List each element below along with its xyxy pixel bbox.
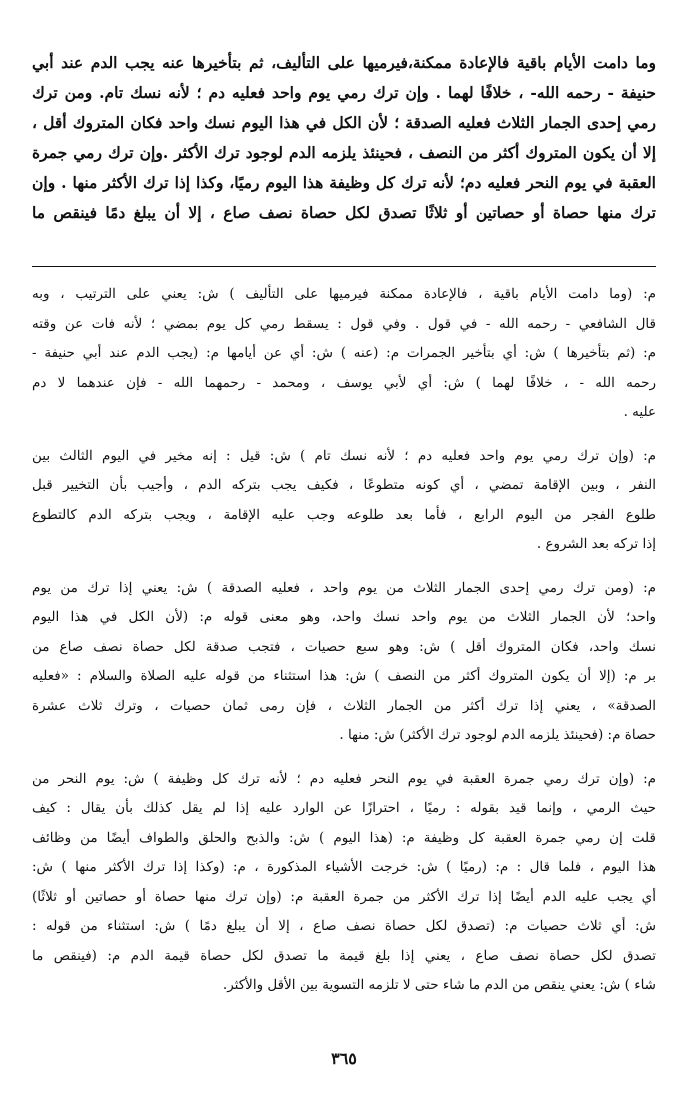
main-text-block (32, 48, 656, 228)
commentary-line: تصدق لكل حصاة نصف صاع ، يعني إذا بلغ قيمة ما تصدق لكل حصاة قيمة الدم م: (فينقص ما (32, 947, 656, 964)
section-divider (32, 266, 656, 267)
commentary-line: م: (وإن ترك رمي جمرة العقبة في يوم النحر فعليه دم ؛ لأنه ترك كل وظيفة ) ش: يوم النحر من (32, 770, 656, 787)
commentary-line: قال الشافعي - رحمه الله - في قول . وفي قول : يسقط رمي كل يوم بمضي ؛ لأنه فات عن وقته (32, 315, 656, 332)
main-text-line: رمي إحدى الجمار الثلاث فعليه الصدقة ؛ لأن الكل في هذا اليوم نسك واحد فكان المتروك أقل ، (32, 113, 656, 132)
commentary-line: ش: أي ثلاث حصيات م: (تصدق لكل حصاة نصف صاع ، إلا أن يبلغ دمًا ) ش: استثناء من قوله : (32, 918, 656, 934)
commentary-line: طلوع الفجر من اليوم الرابع ، فأما بعد طلوعه وجب عليه الإقامة ، ويجب بتركه الدم كالتطوع (32, 506, 656, 523)
main-text-line: العقبة في يوم النحر فعليه دم؛ لأنه ترك كل وظيفة هذا اليوم رميًا، وكذا إذا ترك الأكثر منها . وإن (32, 173, 656, 192)
commentary-line: قلت إن رمي جمرة العقبة كل وظيفة م: (هذا اليوم ) ش: والذبح والحلق والطواف أيضًا من وظائف (32, 829, 656, 846)
commentary-line: رحمه الله - ، خلافًا لهما ) ش: أي لأبي يوسف ، ومحمد - رحمهما الله - فإن عندهما لا دم (32, 374, 656, 391)
main-text-line: وما دامت الأيام باقية فالإعادة ممكنة،فيرميها على التأليف، ثم بتأخيرها عنه يجب الدم عند أبي (32, 53, 656, 72)
commentary-line: واحد؛ لأن الجمار الثلاث من يوم واحد نسك واحد، وهو معنى قوله م: (لأن الكل في هذا اليوم (32, 609, 656, 625)
commentary-line: إذا تركه بعد الشروع . (536, 536, 656, 552)
main-text-line: ترك منها حصاة أو حصاتين أو ثلاثًا تصدق لكل حصاة نصف صاع ، إلا أن يبلغ دمًا فينقص ما (32, 203, 656, 222)
commentary-block (32, 280, 656, 1015)
commentary-line: حيث الرمي ، وإنما قيد بقوله : رميًا ، احترازًا عن الوارد عليه إذا لم يقل كذلك بأن يقال : كيف (32, 800, 656, 816)
page (32, 0, 656, 1094)
main-text-line: حنيفة - رحمه الله- ، خلافًا لهما . وإن ترك رمي يوم واحد فعليه دم ؛ لأنه نسك تام. ومن ترك (32, 83, 656, 102)
commentary-paragraph (32, 442, 656, 560)
commentary-line: م: (وإن ترك رمي يوم واحد فعليه دم ؛ لأنه نسك تام ) ش: قيل : إنه مخير في اليوم الثالث بين (32, 447, 656, 464)
commentary-line: حصاة م: (فحينئذ يلزمه الدم لوجود ترك الأكثر) ش: منها . (339, 727, 656, 743)
commentary-line: بر م: (إلا أن يكون المتروك أكثر من النصف ) ش: هذا استثناء من قوله عليه الصلاة والسلام : «فعليه (32, 668, 656, 684)
commentary-line: أي يجب عليه الدم أيضًا إذا ترك الأكثر من جمرة العقبة م: (وإن ترك منها حصاة أو حصاتين أو ثلاثًا) (32, 888, 656, 905)
commentary-line: الصدقة» ، يعني إذا ترك أكثر من الجمار الثلاث ، فإن رمى ثمان حصيات ، وترك ثلاث عشرة (32, 697, 656, 714)
commentary-line: النفر ، وبين الإقامة تمضي ، أي كونه متطوعًا ، فكيف يجب بتركه الدم ، وأجيب بأن التخيير قبل (32, 477, 656, 493)
commentary-line: م: (ثم بتأخيرها ) ش: أي بتأخير الجمرات م: (عنه ) ش: أي عن أيامها م: (يجب الدم عند أبي حنيفة - (32, 345, 656, 361)
commentary-line: هذا اليوم ، فلما قال : م: (رميًا ) ش: خرجت الأشياء المذكورة ، م: (وكذا إذا ترك الأكثر منها ) ش: (32, 859, 656, 875)
commentary-paragraph (32, 280, 656, 428)
commentary-line: م: (ومن ترك رمي إحدى الجمار الثلاث من يوم واحد ، فعليه الصدقة ) ش: يعني إذا ترك من يوم (32, 579, 656, 596)
commentary-line: شاء ) ش: يعني ينقص من الدم ما شاء حتى لا تلزمه التسوية بين الأقل والأكثر. (222, 977, 656, 993)
commentary-paragraph (32, 765, 656, 1001)
commentary-line: نسك واحد، فكان المتروك أقل ) ش: وهو سبع حصيات ، فتجب صدقة لكل حصاة نصف صاع من (32, 638, 656, 655)
commentary-line: عليه . (623, 404, 656, 420)
main-text-line: إلا أن يكون المتروك أكثر من النصف ، فحينئذ يلزمه الدم لوجود ترك الأكثر .وإن ترك رمي جمرة (32, 143, 656, 162)
page-number: ٣٦٥ (331, 1049, 357, 1068)
commentary-paragraph (32, 574, 656, 751)
commentary-line: م: (وما دامت الأيام باقية ، فالإعادة ممكنة فيرميها على التأليف ) ش: يعني على الترتيب ، وبه (32, 286, 656, 302)
